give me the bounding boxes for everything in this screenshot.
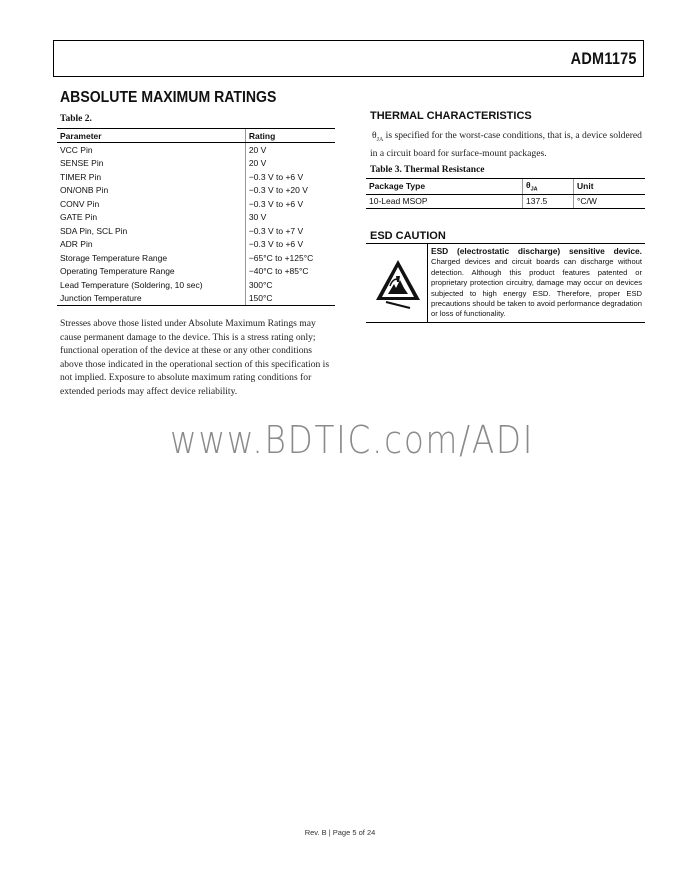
part-number: ADM1175 <box>570 49 637 68</box>
table-header-row <box>57 129 335 143</box>
table-row <box>57 265 335 279</box>
page-header <box>53 40 644 77</box>
table-row <box>57 251 335 265</box>
cell-parameter: ADR Pin <box>60 239 93 250</box>
cell-rating: −0.3 V to +20 V <box>245 184 335 198</box>
table-row <box>57 238 335 252</box>
cell-parameter: TIMER Pin <box>60 171 102 182</box>
esd-text: ESD (electrostatic discharge) sensitive device. Charged devices and circuit boards can discharge without detection. Although this product features patented or proprietary protection circuitry, damage may occur on devices subjected to high energy ESD. Therefore, proper ESD precautions should be taken to avoid performance degradation or loss of functionality. <box>431 246 642 319</box>
cell-parameter: GATE Pin <box>60 212 98 223</box>
cell-rating: 20 V <box>245 157 335 171</box>
cell-rating: −0.3 V to +6 V <box>245 197 335 211</box>
cell-rating: −0.3 V to +6 V <box>245 238 335 252</box>
cell-rating: −40°C to +85°C <box>245 265 335 279</box>
table-row <box>57 292 335 306</box>
abs-max-paragraph: Stresses above those listed under Absolute Maximum Ratings may cause permanent damage to the device. This is a stress rating only; functional operation of the device at these or any other conditions above those indicated in the operational section of this specification is not implied. Exposure to absolute maximum rating conditions for extended periods may affect device reliability. <box>60 318 330 397</box>
cell-parameter: SENSE Pin <box>60 158 104 169</box>
table-row <box>57 211 335 225</box>
col-rating: Rating <box>245 129 335 143</box>
cell-rating: 30 V <box>245 211 335 225</box>
cell-package: 10-Lead MSOP <box>366 194 523 209</box>
cell-rating: −0.3 V to +7 V <box>245 224 335 238</box>
col-package: Package Type <box>366 179 523 195</box>
table-row <box>57 184 335 198</box>
esd-title: ESD CAUTION <box>370 230 446 242</box>
abs-max-table <box>57 128 335 306</box>
page-footer: Rev. B | Page 5 of 24 <box>304 828 376 837</box>
abs-max-title: ABSOLUTE MAXIMUM RATINGS <box>60 89 277 106</box>
table-row <box>57 224 335 238</box>
table-row <box>366 194 645 209</box>
table3-caption: Table 3. Thermal Resistance <box>370 165 485 175</box>
cell-parameter: VCC Pin <box>60 144 93 155</box>
table-row <box>57 170 335 184</box>
cell-unit: °C/W <box>574 194 646 209</box>
cell-parameter: Junction Temperature <box>57 292 245 306</box>
cell-theta: 137.5 <box>523 194 574 209</box>
cell-parameter: ON/ONB Pin <box>60 185 109 196</box>
table-row <box>57 197 335 211</box>
table-row <box>57 143 335 157</box>
esd-warning-icon <box>374 258 422 310</box>
cell-parameter: CONV Pin <box>60 198 100 209</box>
table2-caption: Table 2. <box>60 114 92 124</box>
cell-parameter: SDA Pin, SCL Pin <box>60 225 128 236</box>
cell-rating: 300°C <box>245 278 335 292</box>
esd-caution-box <box>366 243 645 323</box>
thermal-paragraph: $\theta_{JA}$ is specified for the worst-case conditions, that is, a device soldered in a circuit board for surface-mount packages. <box>370 130 642 160</box>
thermal-table <box>366 178 645 209</box>
table-header-row <box>366 179 645 195</box>
watermark: www.BDTIC.com/ADI <box>170 418 535 462</box>
col-unit: Unit <box>574 179 646 195</box>
cell-parameter: Lead Temperature (Soldering, 10 sec) <box>60 279 203 290</box>
table-row <box>57 278 335 292</box>
cell-parameter: Operating Temperature Range <box>60 266 175 277</box>
cell-parameter: Storage Temperature Range <box>60 252 168 263</box>
table-row <box>57 157 335 171</box>
cell-rating: −0.3 V to +6 V <box>245 170 335 184</box>
thermal-title: THERMAL CHARACTERISTICS <box>370 110 532 122</box>
cell-rating: −65°C to +125°C <box>245 251 335 265</box>
esd-divider <box>427 244 428 322</box>
theta-symbol: $\theta_{JA}$ <box>372 130 384 143</box>
col-parameter: Parameter <box>57 129 245 143</box>
cell-rating: 20 V <box>245 143 335 157</box>
col-theta: $\theta_{JA}$ <box>523 179 574 195</box>
cell-rating: 150°C <box>245 292 335 306</box>
